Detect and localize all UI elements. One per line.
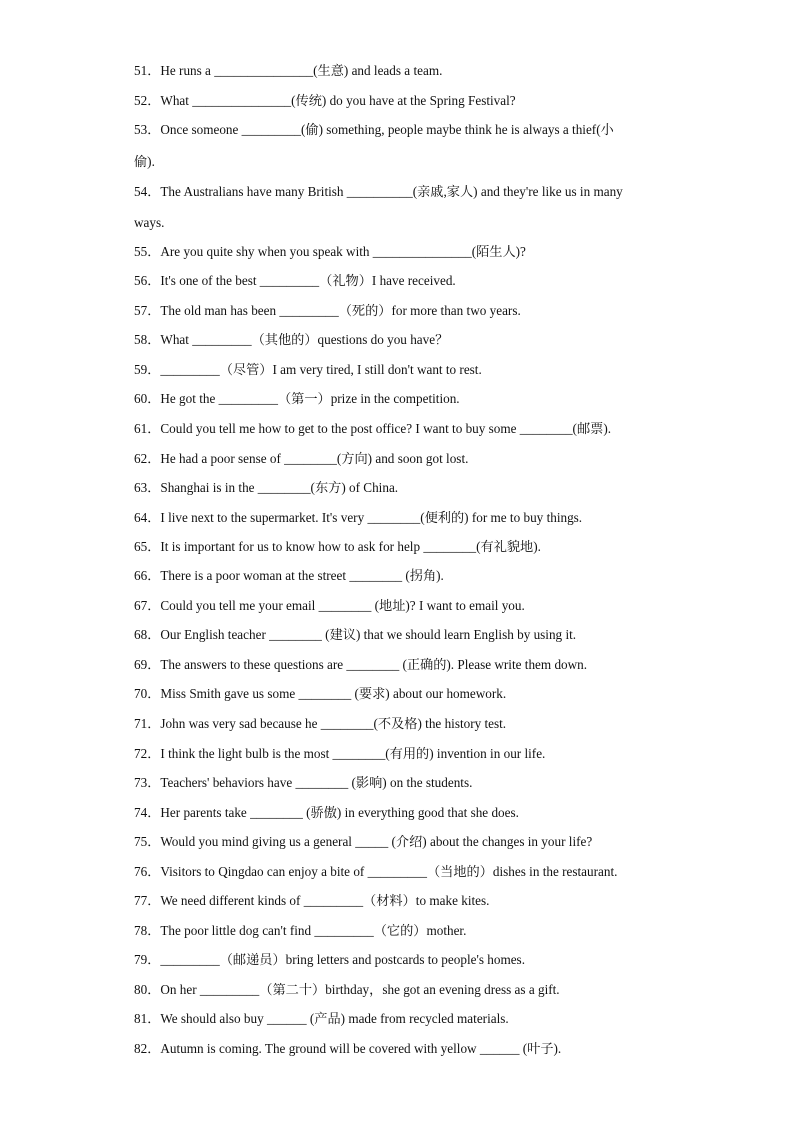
question-60: 60．He got the _________（第一）prize in the competition. <box>134 391 460 406</box>
question-54-continued: ways. <box>134 215 165 230</box>
question-56: 56．It's one of the best _________（礼物）I have received. <box>134 273 456 288</box>
question-81: 81．We should also buy ______ (产品) made from recycled materials. <box>134 1011 509 1026</box>
question-65: 65．It is important for us to know how to ask for help ________(有礼貌地). <box>134 539 541 554</box>
question-70: 70．Miss Smith gave us some ________ (要求) about our homework. <box>134 686 507 701</box>
question-53-continued: 偷). <box>134 154 155 169</box>
question-79: 79．_________（邮递员）bring letters and postcards to people's homes. <box>134 952 525 967</box>
question-71: 71．John was very sad because he ________(不及格) the history test. <box>134 716 507 731</box>
question-62: 62．He had a poor sense of ________(方向) and soon got lost. <box>134 451 469 466</box>
question-61: 61．Could you tell me how to get to the post office? I want to buy some ________(邮票). <box>134 421 612 436</box>
question-73: 73．Teachers' behaviors have ________ (影响) on the students. <box>134 775 473 790</box>
question-80: 80．On her _________（第二十）birthday，she got an evening dress as a gift. <box>134 982 560 997</box>
question-64: 64．I live next to the supermarket. It's very ________(便利的) for me to buy things. <box>134 510 583 525</box>
question-51: 51．He runs a _______________(生意) and leads a team. <box>134 63 443 78</box>
question-76: 76．Visitors to Qingdao can enjoy a bite of _________（当地的）dishes in the restaurant. <box>134 864 618 879</box>
question-77: 77．We need different kinds of _________（材料）to make kites. <box>134 893 490 908</box>
question-59: 59．_________（尽管）I am very tired, I still don't want to rest. <box>134 362 482 377</box>
question-78: 78．The poor little dog can't find _________（它的）mother. <box>134 923 467 938</box>
question-72: 72．I think the light bulb is the most ________(有用的) invention in our life. <box>134 746 546 761</box>
question-67: 67．Could you tell me your email ________ (地址)? I want to email you. <box>134 598 525 613</box>
question-69: 69．The answers to these questions are ________ (正确的). Please write them down. <box>134 657 588 672</box>
question-74: 74．Her parents take ________ (骄傲) in everything good that she does. <box>134 805 519 820</box>
question-82: 82．Autumn is coming. The ground will be covered with yellow ______ (叶子). <box>134 1041 562 1056</box>
question-63: 63．Shanghai is in the ________(东方) of China. <box>134 480 399 495</box>
question-55: 55．Are you quite shy when you speak with _______________(陌生人)? <box>134 244 526 259</box>
question-68: 68．Our English teacher ________ (建议) that we should learn English by using it. <box>134 627 577 642</box>
question-75: 75．Would you mind giving us a general _____ (介绍) about the changes in your life? <box>134 834 593 849</box>
question-52: 52．What _______________(传统) do you have at the Spring Festival? <box>134 93 516 108</box>
question-53: 53．Once someone _________(偷) something, people maybe think he is always a thief(小 <box>134 122 614 137</box>
question-57: 57．The old man has been _________（死的）for more than two years. <box>134 303 521 318</box>
question-54: 54．The Australians have many British __________(亲戚,家人) and they're like us in many <box>134 184 623 199</box>
question-58: 58．What _________（其他的）questions do you have？ <box>134 332 449 347</box>
question-66: 66．There is a poor woman at the street ________ (拐角). <box>134 568 444 583</box>
